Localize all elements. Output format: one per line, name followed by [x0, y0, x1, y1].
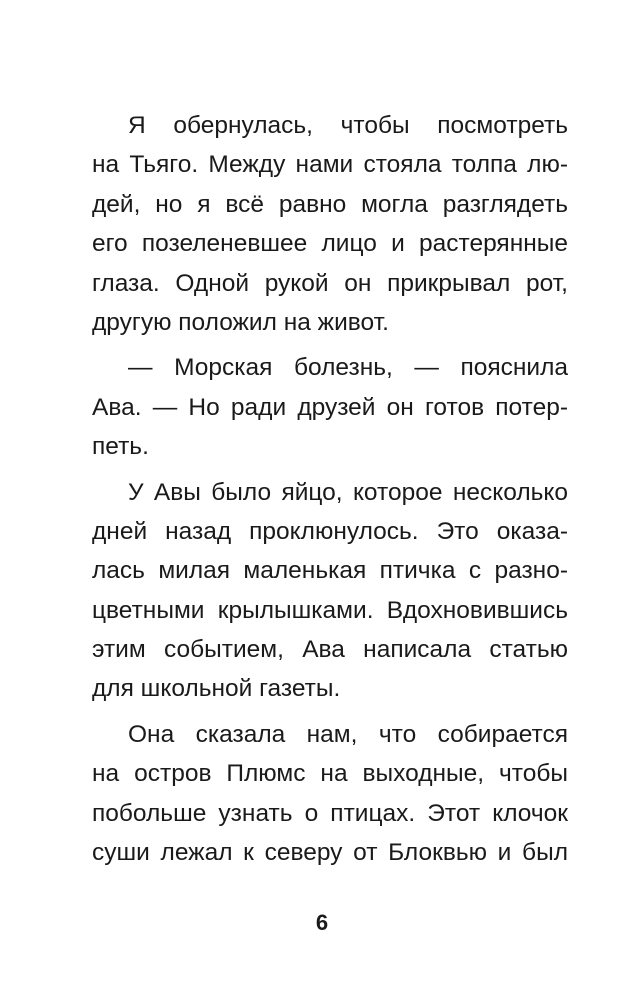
text-line: на остров Плюмс на выходные, чтобы — [92, 760, 568, 788]
page-body-text — [92, 106, 568, 872]
text-line: цветными крылышками. Вдохновившись — [92, 596, 568, 624]
text-line: его позеленевшее лицо и растерянные — [92, 230, 568, 258]
text-line: — Морская болезнь, — пояснила — [128, 354, 568, 382]
text-line: этим событием, Ава написала статью — [92, 636, 568, 664]
text-line: для школьной газеты. — [92, 675, 341, 703]
text-line: Она сказала нам, что собирается — [128, 720, 568, 748]
text-line: дней назад проклюнулось. Это оказа- — [92, 517, 568, 545]
text-line: петь. — [92, 433, 149, 461]
text-line: Я обернулась, чтобы посмотреть — [128, 112, 568, 139]
page-number: 6 — [315, 910, 329, 935]
text-line: суши лежал к северу от Блоквью и был — [92, 839, 568, 867]
text-line: глаза. Одной рукой он прикрывал рот, — [92, 269, 568, 297]
text-line: на Тьяго. Между нами стояла толпа лю- — [92, 151, 568, 179]
text-line: У Авы было яйцо, которое несколько — [128, 478, 568, 506]
text-line: побольше узнать о птицах. Этот клочок — [92, 799, 568, 827]
text-line: дей, но я всё равно могла разглядеть — [92, 190, 568, 218]
text-line: лась милая маленькая птичка с разно- — [92, 557, 568, 585]
text-line: Ава. — Но ради друзей он готов потер- — [92, 393, 568, 421]
text-line: другую положил на живот. — [92, 308, 389, 336]
